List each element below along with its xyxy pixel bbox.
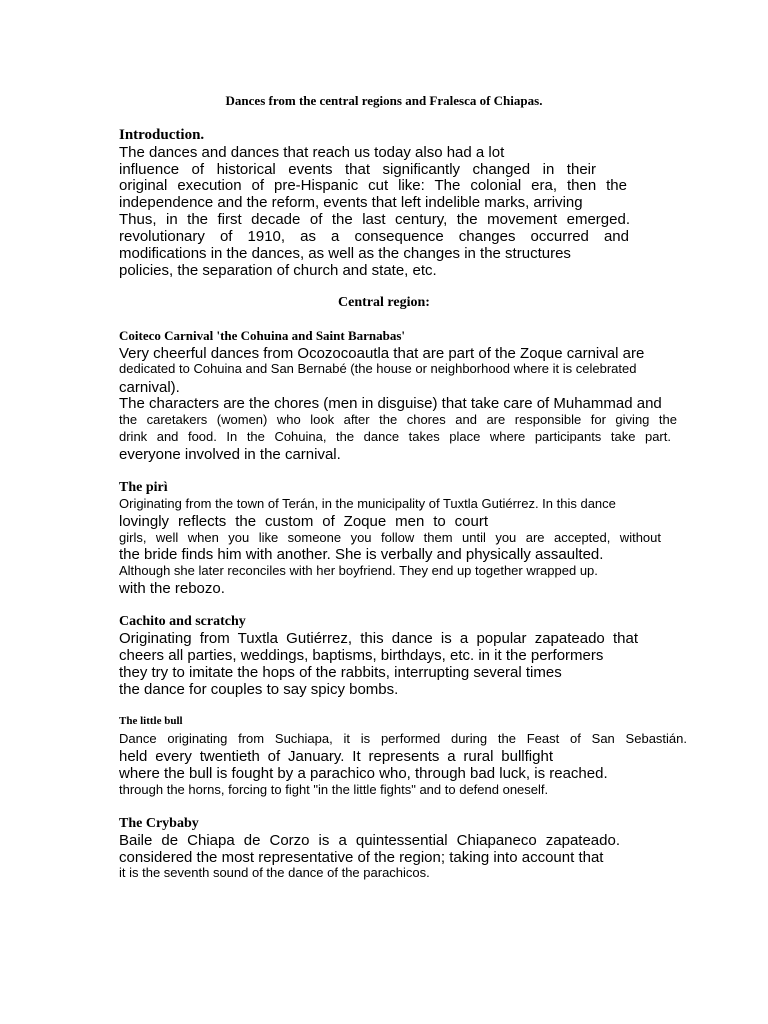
coiteco-line: dedicated to Cohuina and San Bernabé (the house or neighborhood where it is celebrated	[119, 361, 637, 376]
introduction-line: Thus, in the first decade of the last century, the movement emerged.	[119, 211, 630, 228]
piri-heading: The pirì	[119, 480, 168, 495]
piri-line: the bride finds him with another. She is verbally and physically assaulted.	[119, 546, 604, 563]
introduction-line: original execution of pre-Hispanic cut like: The colonial era, then the	[119, 177, 627, 194]
introduction-line: modifications in the dances, as well as the changes in the structures	[119, 245, 571, 262]
little-bull-line: held every twentieth of January. It represents a rural bullfight	[119, 748, 553, 765]
crybaby-line: considered the most representative of the region; taking into account that	[119, 849, 604, 866]
coiteco-heading: Coiteco Carnival 'the Cohuina and Saint Barnabas'	[119, 328, 406, 343]
little-bull-line: where the bull is fought by a parachico who, through bad luck, is reached.	[119, 765, 608, 782]
introduction-line: influence of historical events that significantly changed in their	[119, 161, 596, 178]
piri-line: girls, well when you like someone you follow them until you are accepted, without	[119, 530, 661, 545]
cachito-line: Originating from Tuxtla Gutiérrez, this dance is a popular zapateado that	[119, 630, 638, 647]
introduction-line: independence and the reform, events that left indelible marks, arriving	[119, 194, 583, 211]
piri-line: Although she later reconciles with her boyfriend. They end up together wrapped up.	[119, 563, 598, 578]
cachito-line: cheers all parties, weddings, baptisms, birthdays, etc. in it the performers	[119, 647, 604, 664]
coiteco-line: The characters are the chores (men in disguise) that take care of Muhammad and	[119, 395, 662, 412]
introduction-line: revolutionary of 1910, as a consequence changes occurred and	[119, 228, 629, 245]
piri-line: with the rebozo.	[119, 580, 225, 597]
piri-line: Originating from the town of Terán, in the municipality of Tuxtla Gutiérrez. In this dance	[119, 496, 616, 511]
piri-line: lovingly reflects the custom of Zoque men to court	[119, 513, 488, 530]
document-title: Dances from the central regions and Fralesca of Chiapas.	[225, 93, 543, 108]
coiteco-line: carnival).	[119, 379, 180, 396]
crybaby-line: Baile de Chiapa de Corzo is a quintessential Chiapaneco zapateado.	[119, 832, 620, 849]
coiteco-line: everyone involved in the carnival.	[119, 446, 341, 463]
introduction-heading: Introduction.	[119, 127, 205, 143]
central-region-heading: Central region:	[338, 295, 430, 310]
crybaby-heading: The Crybaby	[119, 816, 199, 831]
cachito-line: they try to imitate the hops of the rabbits, interrupting several times	[119, 664, 562, 681]
little-bull-line: Dance originating from Suchiapa, it is performed during the Feast of San Sebastián.	[119, 731, 687, 746]
little-bull-heading: The little bull	[119, 715, 183, 727]
coiteco-line: the caretakers (women) who look after the chores and are responsible for giving the	[119, 412, 677, 427]
cachito-line: the dance for couples to say spicy bombs.	[119, 681, 399, 698]
cachito-heading: Cachito and scratchy	[119, 614, 246, 629]
coiteco-line: Very cheerful dances from Ocozocoautla that are part of the Zoque carnival are	[119, 345, 645, 362]
introduction-line: The dances and dances that reach us today also had a lot	[119, 144, 505, 161]
introduction-line: policies, the separation of church and state, etc.	[119, 262, 437, 279]
little-bull-line: through the horns, forcing to fight "in the little fights" and to defend oneself.	[119, 782, 549, 797]
coiteco-line: drink and food. In the Cohuina, the dance takes place where participants take part.	[119, 429, 671, 444]
crybaby-line: it is the seventh sound of the dance of the parachicos.	[119, 865, 430, 880]
